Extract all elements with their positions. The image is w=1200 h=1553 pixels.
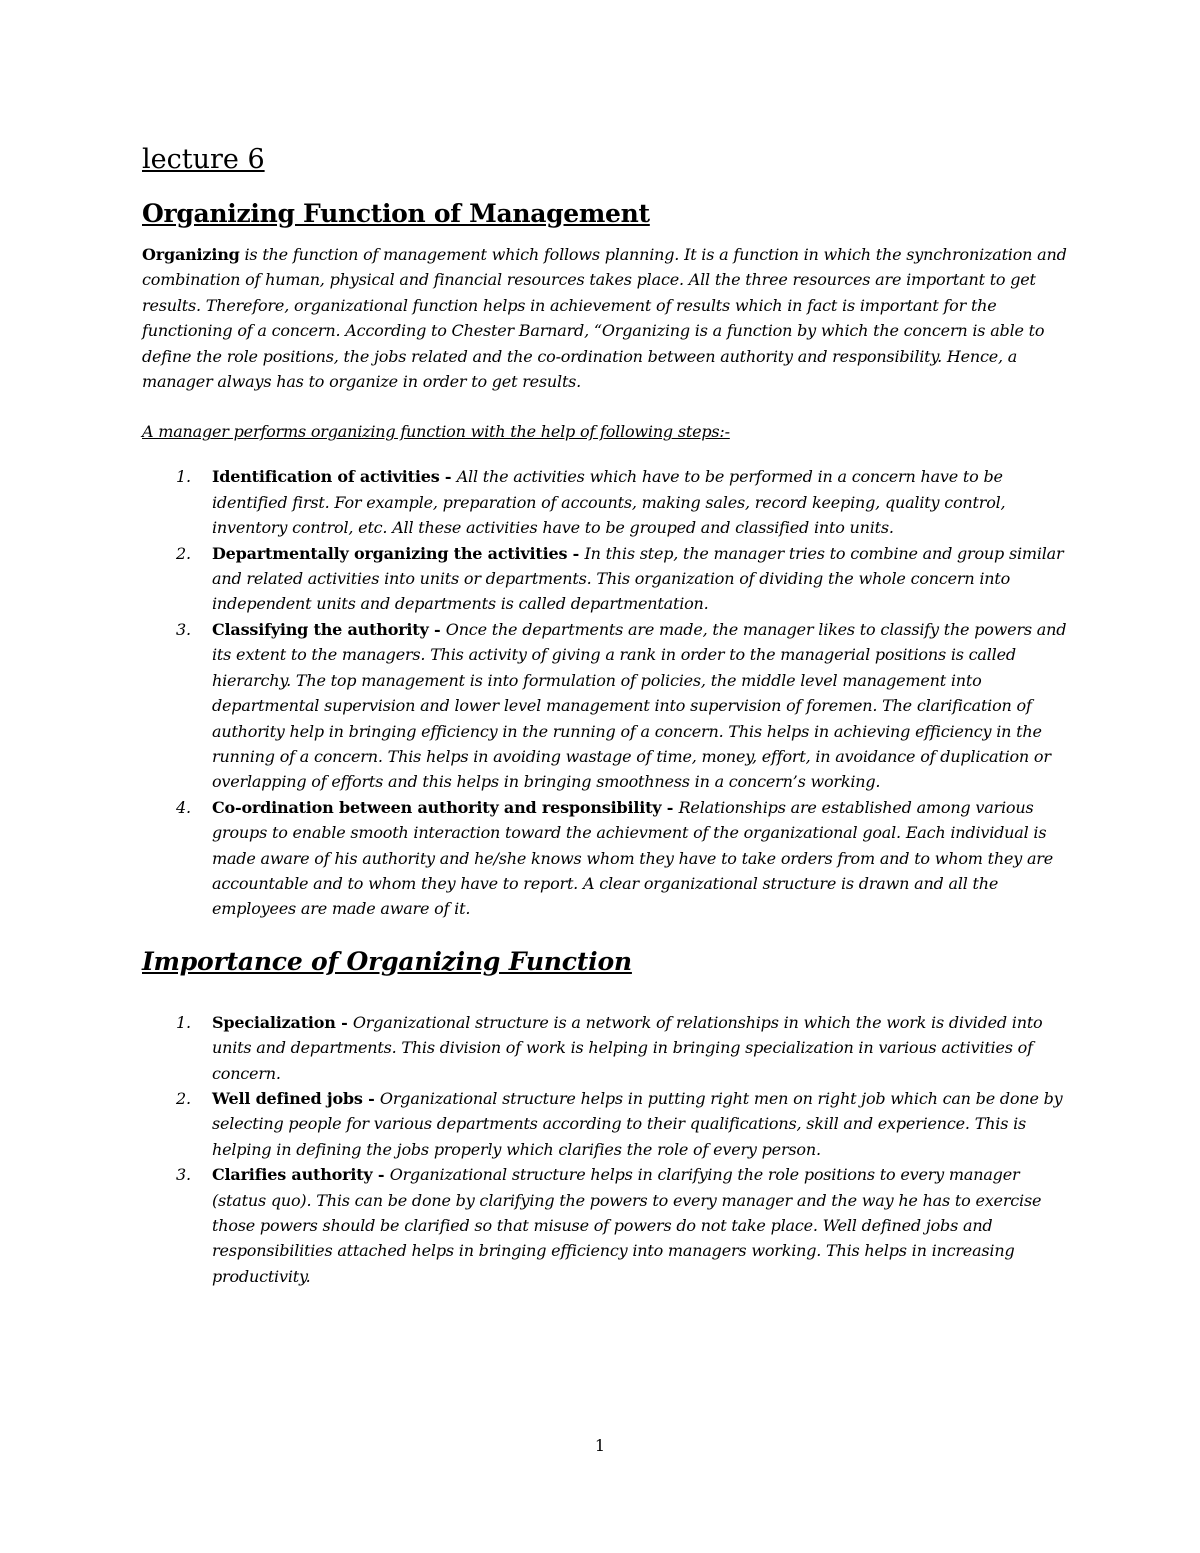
lecture-title: lecture 6 — [142, 144, 265, 175]
intro-body: is the function of management which follows planning. It is a function in which the synchronization and combination of human, physical and financial resources takes place. All the three resources are important to get results. Therefore, organizational function helps in achievement of results which in fact is important for the functioning of a concern. According to Chester Barnard, “Organizing is a function by which the concern is able to define the role positions, the jobs related and the co-ordination between authority and responsibility. Hence, a manager always has to organize in order to get results. — [142, 245, 1067, 392]
list-term: Well defined jobs — [212, 1088, 363, 1108]
importance-heading: Importance of Organizing Function — [142, 946, 632, 976]
list-item — [142, 464, 1072, 540]
intro-paragraph — [142, 242, 1072, 394]
list-description: Once the departments are made, the manager likes to classify the powers and its extent to the managers. This activity of giving a rank in order to the managerial positions is called hierarchy. The top management is into formulation of policies, the middle level management into departmental supervision and lower level management into supervision of foremen. The clarification of authority help in bringing efficiency in the running of a concern. This helps in achieving efficiency in the running of a concern. This helps in avoiding wastage of time, money, effort, in avoidance of duplication or overlapping of efforts and this helps in bringing smoothness in a concern’s working. — [212, 619, 1067, 792]
list-term: Departmentally organizing the activities — [212, 543, 568, 563]
list-term: Classifying the authority — [212, 619, 429, 639]
list-term: Specialization — [212, 1012, 336, 1032]
intro-lead: Organizing — [142, 245, 240, 264]
list-item — [142, 1086, 1072, 1162]
list-item — [142, 541, 1072, 617]
importance-list — [142, 1010, 1072, 1289]
list-item — [142, 1162, 1072, 1289]
list-description: All the activities which have to be performed in a concern have to be identified first. For example, preparation of accounts, making sales, record keeping, quality control, inventory control, etc. All these activities have to be grouped and classified into units. — [212, 467, 1006, 538]
list-item — [142, 795, 1072, 922]
list-separator: - — [567, 543, 585, 563]
steps-list — [142, 464, 1072, 921]
document-page — [142, 140, 1072, 1289]
list-term: Co-ordination between authority and responsibility — [212, 797, 662, 817]
list-number: 3. — [176, 1165, 191, 1185]
list-description: Organizational structure is a network of relationships in which the work is divided into units and departments. This division of work is helping in bringing specialization in various activities of concern. — [212, 1012, 1043, 1083]
list-number: 1. — [176, 467, 191, 487]
list-number: 2. — [176, 543, 191, 563]
list-separator: - — [661, 797, 679, 817]
list-description: Organizational structure helps in clarifying the role positions to every manager (status quo). This can be done by clarifying the powers to every manager and the way he has to exercise those powers should be clarified so that misuse of powers do not take place. Well defined jobs and responsibilities attached helps in bringing efficiency into managers working. This helps in increasing productivity. — [212, 1165, 1042, 1286]
list-term: Identification of activities — [212, 467, 440, 487]
main-title: Organizing Function of Management — [142, 199, 650, 228]
list-number: 1. — [176, 1012, 191, 1032]
list-number: 2. — [176, 1088, 191, 1108]
steps-heading: A manager performs organizing function with the help of following steps:- — [142, 422, 730, 442]
list-number: 4. — [176, 797, 191, 817]
list-number: 3. — [176, 619, 191, 639]
list-description: Organizational structure helps in putting right men on right job which can be done by selecting people for various departments according to their qualifications, skill and experience. This is helping in defining the jobs properly which clarifies the role of every person. — [212, 1088, 1063, 1159]
list-separator: - — [362, 1088, 380, 1108]
list-description: Relationships are established among various groups to enable smooth interaction toward the achievment of the organizational goal. Each individual is made aware of his authority and he/she knows whom they have to take orders from and to whom they are accountable and to whom they have to report. A clear organizational structure is drawn and all the employees are made aware of it. — [212, 797, 1054, 919]
list-separator: - — [335, 1012, 353, 1032]
list-separator: - — [372, 1165, 390, 1185]
list-term: Clarifies authority — [212, 1165, 373, 1185]
list-separator: - — [428, 619, 446, 639]
list-item — [142, 1010, 1072, 1086]
list-description: In this step, the manager tries to combine and group similar and related activities into units or departments. This organization of dividing the whole concern into independent units and departments is called departmentation. — [212, 543, 1064, 614]
list-separator: - — [439, 467, 457, 487]
list-item — [142, 617, 1072, 795]
page-number: 1 — [594, 1436, 606, 1455]
